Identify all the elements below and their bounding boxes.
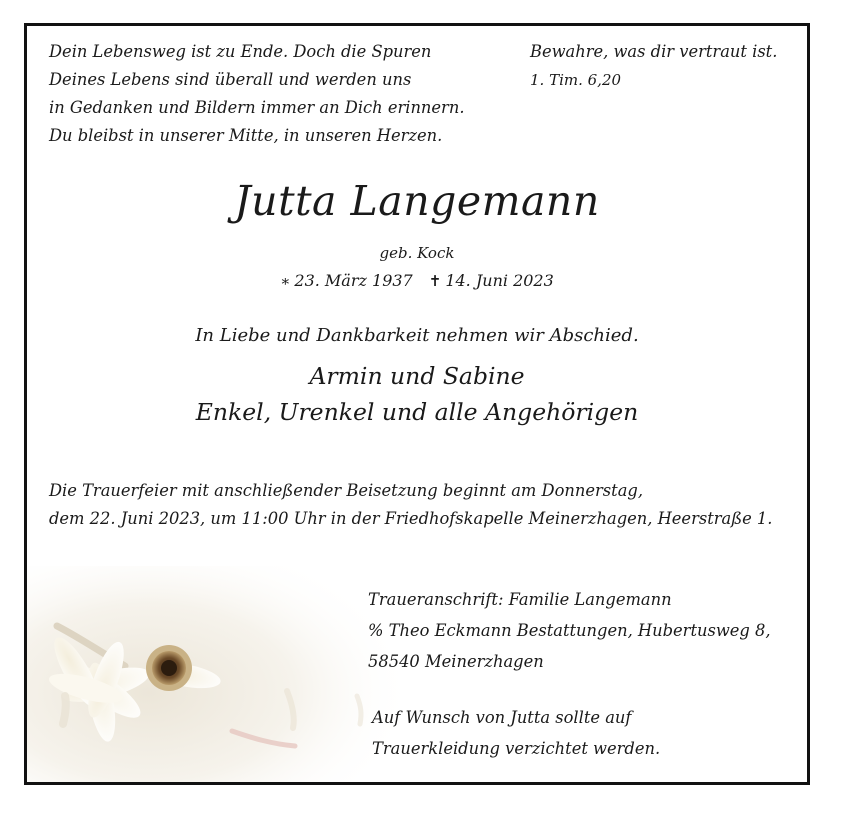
note-line: Auf Wunsch von Jutta sollte auf <box>372 708 632 727</box>
obituary-frame <box>24 23 810 785</box>
maiden-name: geb. Kock <box>379 244 455 262</box>
bible-verse <box>530 38 777 94</box>
death-date: 14. Juni 2023 <box>445 271 554 290</box>
life-dates <box>27 268 807 294</box>
ceremony-info <box>49 477 772 533</box>
poem <box>49 38 465 150</box>
death-cross-icon: ✝ <box>428 272 442 290</box>
farewell-text: In Liebe und Dankbarkeit nehmen wir Abschied. <box>195 325 639 346</box>
dress-code-note <box>372 702 660 764</box>
mourner-line: Enkel, Urenkel und alle Angehörigen <box>195 398 639 426</box>
mourner-line: Armin und Sabine <box>309 362 525 390</box>
poem-line: Du bleibst in unserer Mitte, in unseren Herzen. <box>49 126 443 145</box>
address-line: 58540 Meinerzhagen <box>368 652 544 671</box>
gerbera-flower-image <box>27 566 407 785</box>
address-line: Traueranschrift: Familie Langemann <box>368 590 672 609</box>
poem-line: Dein Lebensweg ist zu Ende. Doch die Spuren <box>49 42 432 61</box>
mourners <box>27 358 807 430</box>
deceased-name: Jutta Langemann <box>234 177 600 225</box>
address-line: % Theo Eckmann Bestattungen, Hubertusweg 8, <box>368 621 771 640</box>
birth-star-icon: ∗ <box>280 272 291 290</box>
poem-line: Deines Lebens sind überall und werden uns <box>49 70 412 89</box>
birth-date: 23. März 1937 <box>294 271 413 290</box>
note-line: Trauerkleidung verzichtet werden. <box>372 739 661 758</box>
verse-text: Bewahre, was dir vertraut ist. <box>530 42 778 61</box>
verse-reference: 1. Tim. 6,20 <box>530 71 622 89</box>
mourning-address <box>368 584 771 677</box>
ceremony-line: Die Trauerfeier mit anschließender Beisetzung beginnt am Donnerstag, <box>49 481 643 500</box>
poem-line: in Gedanken und Bildern immer an Dich erinnern. <box>49 98 465 117</box>
ceremony-line: dem 22. Juni 2023, um 11:00 Uhr in der Friedhofskapelle Meinerzhagen, Heerstraße 1. <box>49 509 773 528</box>
